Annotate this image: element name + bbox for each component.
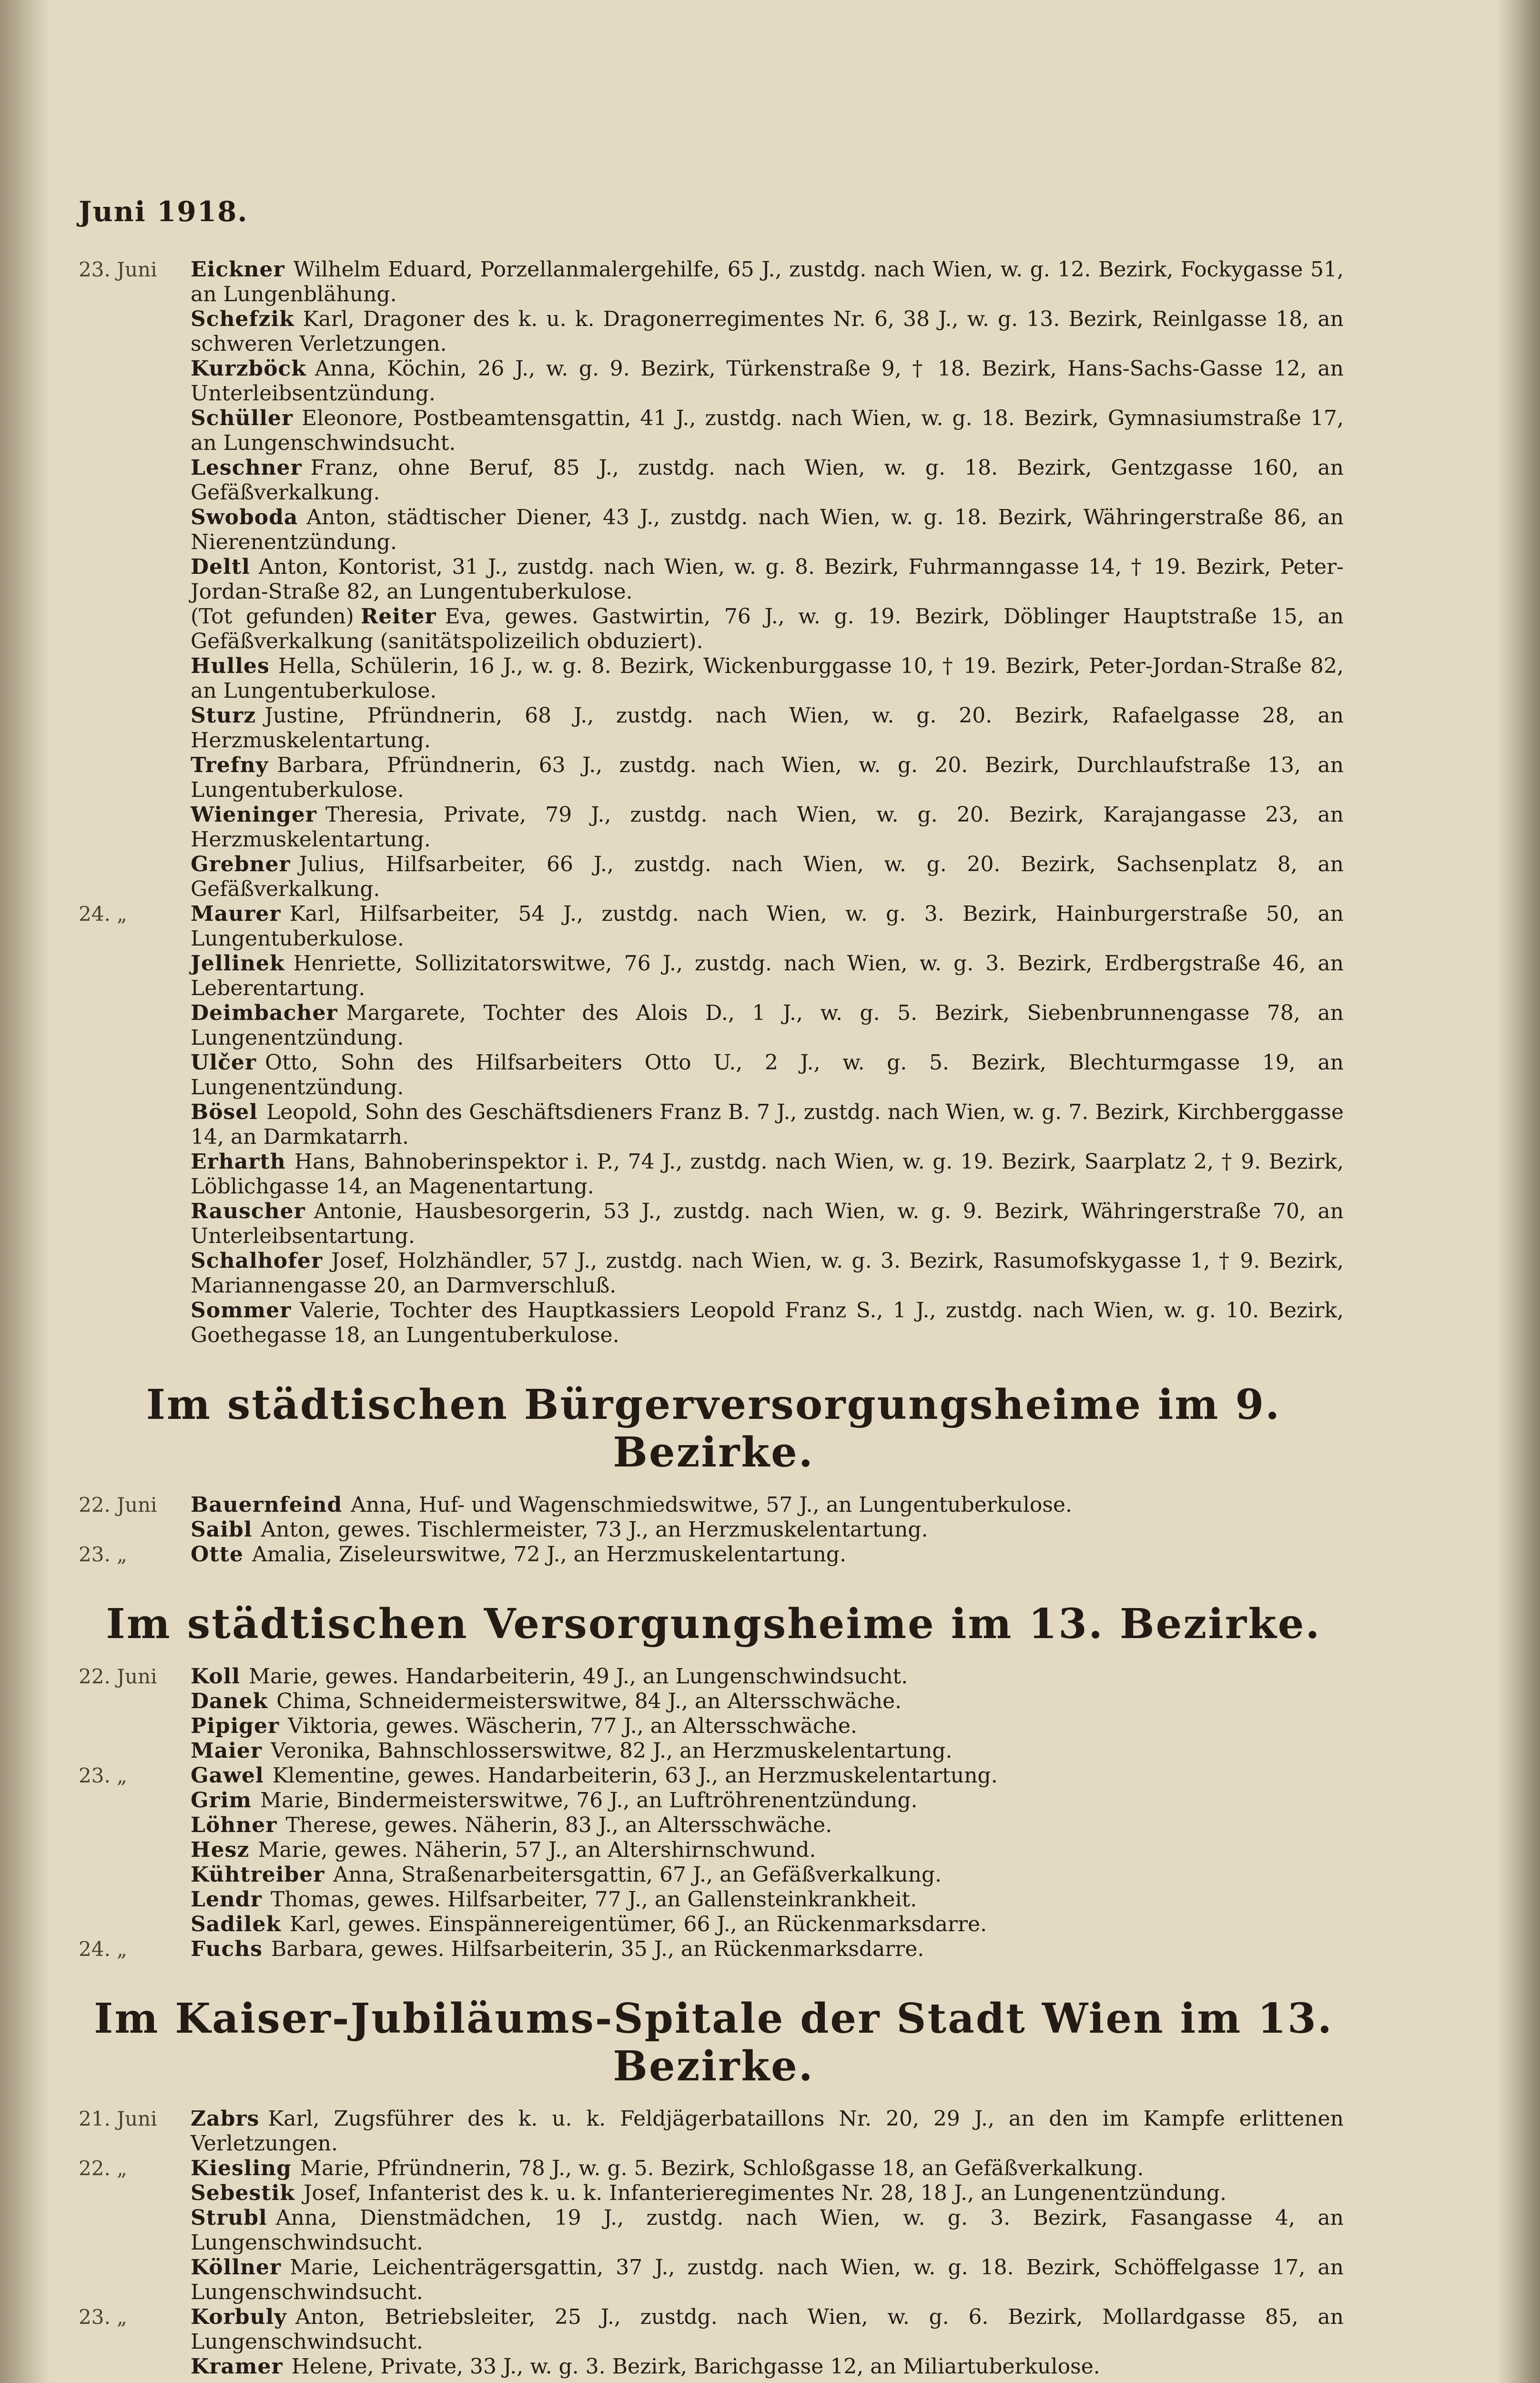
entry-body	[191, 1689, 1344, 1714]
entry-date: 22. Juni	[79, 1493, 157, 1517]
entry-surname: Schüller	[191, 406, 294, 430]
entry-body	[191, 1493, 1344, 1517]
entry-body	[191, 604, 1344, 654]
entry-body	[191, 902, 1344, 951]
entry-details: Leopold, Sohn des Geschäftsdieners Franz B. 7 J., zustdg. nach Wien, w. g. 7. Bezirk, Kirchberggasse 14, an Darmkatarrh.	[191, 1100, 1344, 1149]
entry-details: Eva, gewes. Gastwirtin, 76 J., w. g. 19. Bezirk, Döblinger Hauptstraße 15, an Gefäßverkalkung (sanitätspolizeilich obduziert).	[191, 604, 1344, 653]
sections	[79, 257, 1348, 2379]
entry-body	[191, 307, 1344, 356]
entry-surname: Erharth	[191, 1150, 286, 1174]
entry-surname: Kühtreiber	[191, 1863, 325, 1887]
death-record-entry	[79, 406, 1348, 456]
entry-body	[191, 1001, 1344, 1050]
entry-surname: Köllner	[191, 2255, 282, 2280]
entry-body	[191, 1887, 1344, 1912]
entry-body	[191, 1664, 1344, 1689]
entry-details: Anton, Kontorist, 31 J., zustdg. nach Wien, w. g. 8. Bezirk, Fuhrmanngasse 14, † 19. Bezirk, Peter-Jordan-Straße 82, an Lungentuberkulose.	[191, 555, 1344, 604]
death-record-entry	[79, 1542, 1348, 1567]
entry-surname: Lendr	[191, 1887, 262, 1912]
entry-surname: Sadilek	[191, 1912, 281, 1936]
death-record-entry	[79, 356, 1348, 406]
entry-body	[191, 1199, 1344, 1249]
entry-surname: Otte	[191, 1542, 243, 1567]
entry-surname: Bauernfeind	[191, 1493, 343, 1517]
entry-details: Hans, Bahnoberinspektor i. P., 74 J., zustdg. nach Wien, w. g. 19. Bezirk, Saarplatz 2, † 9. Bezirk, Löblichgasse 14, an Magenentartung.	[191, 1150, 1344, 1199]
entry-body	[191, 2206, 1344, 2255]
entry-body	[191, 852, 1344, 902]
entry-details: Hella, Schülerin, 16 J., w. g. 8. Bezirk, Wickenburggasse 10, † 19. Bezirk, Peter-Jordan-Straße 82, an Lungentuberkulose.	[191, 654, 1344, 703]
entry-details: Otto, Sohn des Hilfsarbeiters Otto U., 2 J., w. g. 5. Bezirk, Blechturmgasse 19, an Lungenentzündung.	[191, 1050, 1344, 1100]
entry-surname: Bösel	[191, 1100, 258, 1124]
entry-surname: Hesz	[191, 1838, 250, 1862]
death-record-entry	[79, 1912, 1348, 1937]
entry-details: Anton, städtischer Diener, 43 J., zustdg. nach Wien, w. g. 18. Bezirk, Währingerstraße 86, an Nierenentzündung.	[191, 505, 1344, 554]
entry-details: Josef, Infanterist des k. u. k. Infanterieregimentes Nr. 28, 18 J., an Lungenentzündung.	[303, 2181, 1227, 2205]
entry-surname: Fuchs	[191, 1937, 263, 1961]
section-heading: Im städtischen Versorgungsheime im 13. Bezirke.	[106, 1600, 1321, 1648]
entry-details: Klementine, gewes. Handarbeiterin, 63 J., an Herzmuskelentartung.	[272, 1763, 998, 1788]
death-record-entry	[79, 1863, 1348, 1887]
entry-surname: Leschner	[191, 456, 302, 480]
entry-surname: Pipiger	[191, 1714, 280, 1738]
entry-details: Franz, ohne Beruf, 85 J., zustdg. nach Wien, w. g. 18. Bezirk, Gentzgasse 160, an Gefäßverkalkung.	[191, 456, 1344, 505]
section	[79, 1600, 1348, 1962]
entry-details: Julius, Hilfsarbeiter, 66 J., zustdg. nach Wien, w. g. 20. Bezirk, Sachsenplatz 8, an Gefäßverkalkung.	[191, 852, 1344, 901]
entry-body	[191, 2107, 1344, 2156]
entry-body	[191, 703, 1344, 753]
entry-body	[191, 1788, 1344, 1813]
entry-details: Chima, Schneidermeisterswitwe, 84 J., an Altersschwäche.	[276, 1689, 902, 1713]
entry-surname: Zabrs	[191, 2107, 260, 2131]
entry-surname: Sebestik	[191, 2181, 295, 2205]
entry-body	[191, 1542, 1344, 1567]
entry-body	[191, 654, 1344, 703]
entry-surname: Koll	[191, 1664, 241, 1689]
entry-surname: Sommer	[191, 1298, 292, 1323]
death-record-entry	[79, 1813, 1348, 1838]
entry-details: Eleonore, Postbeamtensgattin, 41 J., zustdg. nach Wien, w. g. 18. Bezirk, Gymnasiumstraße 17, an Lungenschwindsucht.	[191, 406, 1344, 455]
entry-surname: Ulčer	[191, 1050, 257, 1075]
entry-body	[191, 2354, 1344, 2379]
entry-body	[191, 1100, 1344, 1150]
entry-body	[191, 456, 1344, 505]
entry-date: 23. „	[79, 1543, 127, 1566]
entry-details: Karl, Zugsführer des k. u. k. Feldjägerbataillons Nr. 20, 29 J., an den im Kampfe erlittenen Verletzungen.	[191, 2107, 1344, 2156]
entry-details: Antonie, Hausbesorgerin, 53 J., zustdg. nach Wien, w. g. 9. Bezirk, Währingerstraße 70, an Unterleibsentartung.	[191, 1199, 1344, 1248]
entry-details: Marie, Leichenträgersgattin, 37 J., zustdg. nach Wien, w. g. 18. Bezirk, Schöffelgasse 17, an Lungenschwindsucht.	[191, 2255, 1344, 2304]
entry-surname: Rauscher	[191, 1199, 305, 1223]
entry-surname: Deimbacher	[191, 1001, 338, 1025]
entry-date: 22. „	[79, 2157, 127, 2180]
death-record-entry	[79, 654, 1348, 703]
entry-body	[191, 406, 1344, 456]
entry-details: Anton, Betriebsleiter, 25 J., zustdg. nach Wien, w. g. 6. Bezirk, Mollardgasse 85, an Lungenschwindsucht.	[191, 2305, 1344, 2354]
entry-body	[191, 2305, 1344, 2354]
entry-body	[191, 1298, 1344, 1348]
death-record-entry	[79, 1517, 1348, 1542]
entry-surname: Reiter	[360, 604, 436, 629]
section	[79, 257, 1348, 1348]
entry-surname: Maier	[191, 1739, 263, 1763]
entry-surname: Jellinek	[191, 951, 285, 976]
entry-surname: Schalhofer	[191, 1249, 323, 1273]
entry-date: 22. Juni	[79, 1665, 157, 1688]
death-record-entry	[79, 852, 1348, 902]
left-binding-shadow	[0, 0, 50, 2383]
death-record-entry	[79, 257, 1348, 307]
death-record-entry	[79, 1249, 1348, 1298]
entry-surname: Gawel	[191, 1763, 264, 1788]
entry-details: Anna, Straßenarbeitersgattin, 67 J., an Gefäßverkalkung.	[333, 1863, 942, 1887]
entry-body	[191, 1937, 1344, 1962]
entry-surname: Wieninger	[191, 803, 317, 827]
entry-body	[191, 1249, 1344, 1298]
death-record-entry	[79, 1689, 1348, 1714]
section-heading: Im städtischen Bürgerversorgungsheime im 9. Bezirke.	[146, 1381, 1281, 1477]
entry-surname: Kiesling	[191, 2156, 292, 2180]
death-record-entry	[79, 555, 1348, 604]
entry-surname: Trefny	[191, 753, 269, 777]
section	[79, 1995, 1348, 2379]
entry-surname: Schefzik	[191, 307, 294, 331]
death-record-entry	[79, 951, 1348, 1001]
entry-surname: Maurer	[191, 902, 281, 926]
entry-details: Marie, Pfründnerin, 78 J., w. g. 5. Bezirk, Schloßgasse 18, an Gefäßverkalkung.	[300, 2156, 1144, 2180]
entry-body	[191, 1763, 1344, 1788]
entry-surname: Hulles	[191, 654, 270, 678]
entry-body	[191, 1517, 1344, 1542]
entry-surname: Sturz	[191, 703, 256, 728]
entry-date: 23. „	[79, 2305, 127, 2329]
death-record-entry	[79, 902, 1348, 951]
entry-body	[191, 257, 1344, 307]
death-record-entry	[79, 1050, 1348, 1100]
entry-surname: Strubl	[191, 2206, 267, 2230]
entry-body	[191, 2181, 1344, 2206]
death-record-entry	[79, 1100, 1348, 1150]
death-record-entry	[79, 1664, 1348, 1689]
entry-body	[191, 356, 1344, 406]
entry-body	[191, 1714, 1344, 1739]
entry-date: 21. Juni	[79, 2107, 157, 2130]
death-record-entry	[79, 1199, 1348, 1249]
entry-details: Margarete, Tochter des Alois D., 1 J., w. g. 5. Bezirk, Siebenbrunnengasse 78, an Lungenentzündung.	[191, 1001, 1344, 1050]
entry-body	[191, 2255, 1344, 2305]
entry-details: Justine, Pfründnerin, 68 J., zustdg. nach Wien, w. g. 20. Bezirk, Rafaelgasse 28, an Herzmuskelentartung.	[191, 703, 1344, 753]
entry-details: Josef, Holzhändler, 57 J., zustdg. nach Wien, w. g. 3. Bezirk, Rasumofskygasse 1, † 9. Bezirk, Mariannengasse 20, an Darmverschluß.	[191, 1249, 1344, 1298]
entry-date: 24. „	[79, 902, 127, 926]
entry-body	[191, 1838, 1344, 1863]
entry-body	[191, 1050, 1344, 1100]
entry-surname: Grebner	[191, 852, 291, 876]
page-header: Juni 1918.	[79, 195, 248, 228]
death-record-entry	[79, 2354, 1348, 2379]
entry-date: 23. Juni	[79, 258, 157, 281]
entry-details: Helene, Private, 33 J., w. g. 3. Bezirk, Barichgasse 12, an Miliartuberkulose.	[291, 2354, 1100, 2379]
entry-date: 24. „	[79, 1937, 127, 1961]
death-record-entry	[79, 2206, 1348, 2255]
entry-details: Anna, Dienstmädchen, 19 J., zustdg. nach Wien, w. g. 3. Bezirk, Fasangasse 4, an Lungenschwindsucht.	[191, 2206, 1344, 2255]
page-content	[79, 195, 1348, 2379]
entry-body	[191, 1912, 1344, 1937]
entry-details: Marie, gewes. Handarbeiterin, 49 J., an Lungenschwindsucht.	[249, 1664, 908, 1689]
entry-details: Marie, Bindermeisterswitwe, 76 J., an Luftröhrenentzündung.	[260, 1788, 918, 1813]
death-record-entry	[79, 456, 1348, 505]
entry-body	[191, 555, 1344, 604]
death-record-entry	[79, 1150, 1348, 1199]
death-record-entry	[79, 1887, 1348, 1912]
death-record-entry	[79, 2107, 1348, 2156]
death-record-entry	[79, 1739, 1348, 1763]
entry-details: Anton, gewes. Tischlermeister, 73 J., an Herzmuskelentartung.	[261, 1517, 928, 1542]
entry-body	[191, 1813, 1344, 1838]
entry-body	[191, 951, 1344, 1001]
entry-surname: Löhner	[191, 1813, 277, 1837]
entry-details: Therese, gewes. Näherin, 83 J., an Altersschwäche.	[285, 1813, 832, 1837]
entry-details: Thomas, gewes. Hilfsarbeiter, 77 J., an Gallensteinkrankheit.	[270, 1887, 917, 1912]
entry-details: Anna, Huf- und Wagenschmiedswitwe, 57 J., an Lungentuberkulose.	[351, 1493, 1072, 1517]
death-record-entry	[79, 1493, 1348, 1517]
death-record-entry	[79, 1838, 1348, 1863]
entry-surname: Danek	[191, 1689, 268, 1713]
entry-surname: Saibl	[191, 1517, 253, 1542]
entry-body	[191, 2156, 1344, 2181]
entry-details: Wilhelm Eduard, Porzellanmalergehilfe, 65 J., zustdg. nach Wien, w. g. 12. Bezirk, Fockygasse 51, an Lungenblähung.	[191, 257, 1344, 306]
entry-surname: Swoboda	[191, 505, 298, 530]
entry-details: Barbara, gewes. Hilfsarbeiterin, 35 J., an Rückenmarksdarre.	[271, 1937, 924, 1961]
entry-body	[191, 1863, 1344, 1887]
entry-details: Valerie, Tochter des Hauptkassiers Leopold Franz S., 1 J., zustdg. nach Wien, w. g. 10. Bezirk, Goethegasse 18, an Lungentuberkulose.	[191, 1298, 1344, 1347]
entry-details: Anna, Köchin, 26 J., w. g. 9. Bezirk, Türkenstraße 9, † 18. Bezirk, Hans-Sachs-Gasse 12, an Unterleibsentzündung.	[191, 356, 1344, 406]
death-record-entry	[79, 1937, 1348, 1962]
death-record-entry	[79, 2156, 1348, 2181]
death-record-entry	[79, 1298, 1348, 1348]
death-record-entry	[79, 307, 1348, 356]
death-record-entry	[79, 604, 1348, 654]
entry-details: Henriette, Sollizitatorswitwe, 76 J., zustdg. nach Wien, w. g. 3. Bezirk, Erdbergstraße 46, an Leberentartung.	[191, 951, 1344, 1000]
death-record-entry	[79, 1788, 1348, 1813]
right-page-edge	[1497, 0, 1540, 2383]
section	[79, 1381, 1348, 1567]
entry-date: 23. „	[79, 1764, 127, 1787]
entry-details: Viktoria, gewes. Wäscherin, 77 J., an Altersschwäche.	[288, 1714, 857, 1738]
entry-prefix: (Tot gefunden)	[191, 604, 354, 629]
entry-surname: Kurzböck	[191, 356, 306, 381]
death-record-entry	[79, 803, 1348, 852]
entry-surname: Korbuly	[191, 2305, 287, 2329]
entry-details: Barbara, Pfründnerin, 63 J., zustdg. nach Wien, w. g. 20. Bezirk, Durchlaufstraße 13, an Lungentuberkulose.	[191, 753, 1344, 802]
entry-body	[191, 803, 1344, 852]
entry-details: Amalia, Ziseleurswitwe, 72 J., an Herzmuskelentartung.	[252, 1542, 847, 1567]
entry-surname: Kramer	[191, 2354, 283, 2379]
entry-body	[191, 753, 1344, 803]
entry-details: Veronika, Bahnschlosserswitwe, 82 J., an Herzmuskelentartung.	[271, 1739, 952, 1763]
death-record-entry	[79, 703, 1348, 753]
section-heading: Im Kaiser-Jubiläums-Spitale der Stadt Wien im 13. Bezirke.	[94, 1995, 1333, 2090]
death-record-entry	[79, 2181, 1348, 2206]
death-record-entry	[79, 1763, 1348, 1788]
death-record-entry	[79, 1714, 1348, 1739]
death-record-entry	[79, 2305, 1348, 2354]
entry-surname: Deltl	[191, 555, 250, 579]
entry-details: Karl, Hilfsarbeiter, 54 J., zustdg. nach Wien, w. g. 3. Bezirk, Hainburgerstraße 50, an Lungentuberkulose.	[191, 902, 1344, 951]
death-record-entry	[79, 1001, 1348, 1050]
entry-details: Marie, gewes. Näherin, 57 J., an Altershirnschwund.	[258, 1838, 816, 1862]
death-record-entry	[79, 753, 1348, 803]
entry-surname: Grim	[191, 1788, 252, 1813]
entry-details: Theresia, Private, 79 J., zustdg. nach Wien, w. g. 20. Bezirk, Karajangasse 23, an Herzmuskelentartung.	[191, 803, 1344, 852]
entry-body	[191, 505, 1344, 555]
entry-details: Karl, Dragoner des k. u. k. Dragonerregimentes Nr. 6, 38 J., w. g. 13. Bezirk, Reinlgasse 18, an schweren Verletzungen.	[191, 307, 1344, 356]
death-record-entry	[79, 2255, 1348, 2305]
entry-body	[191, 1150, 1344, 1199]
entry-details: Karl, gewes. Einspännereigentümer, 66 J., an Rückenmarksdarre.	[289, 1912, 987, 1936]
entry-body	[191, 1739, 1344, 1763]
entry-surname: Eickner	[191, 257, 285, 282]
death-record-entry	[79, 505, 1348, 555]
